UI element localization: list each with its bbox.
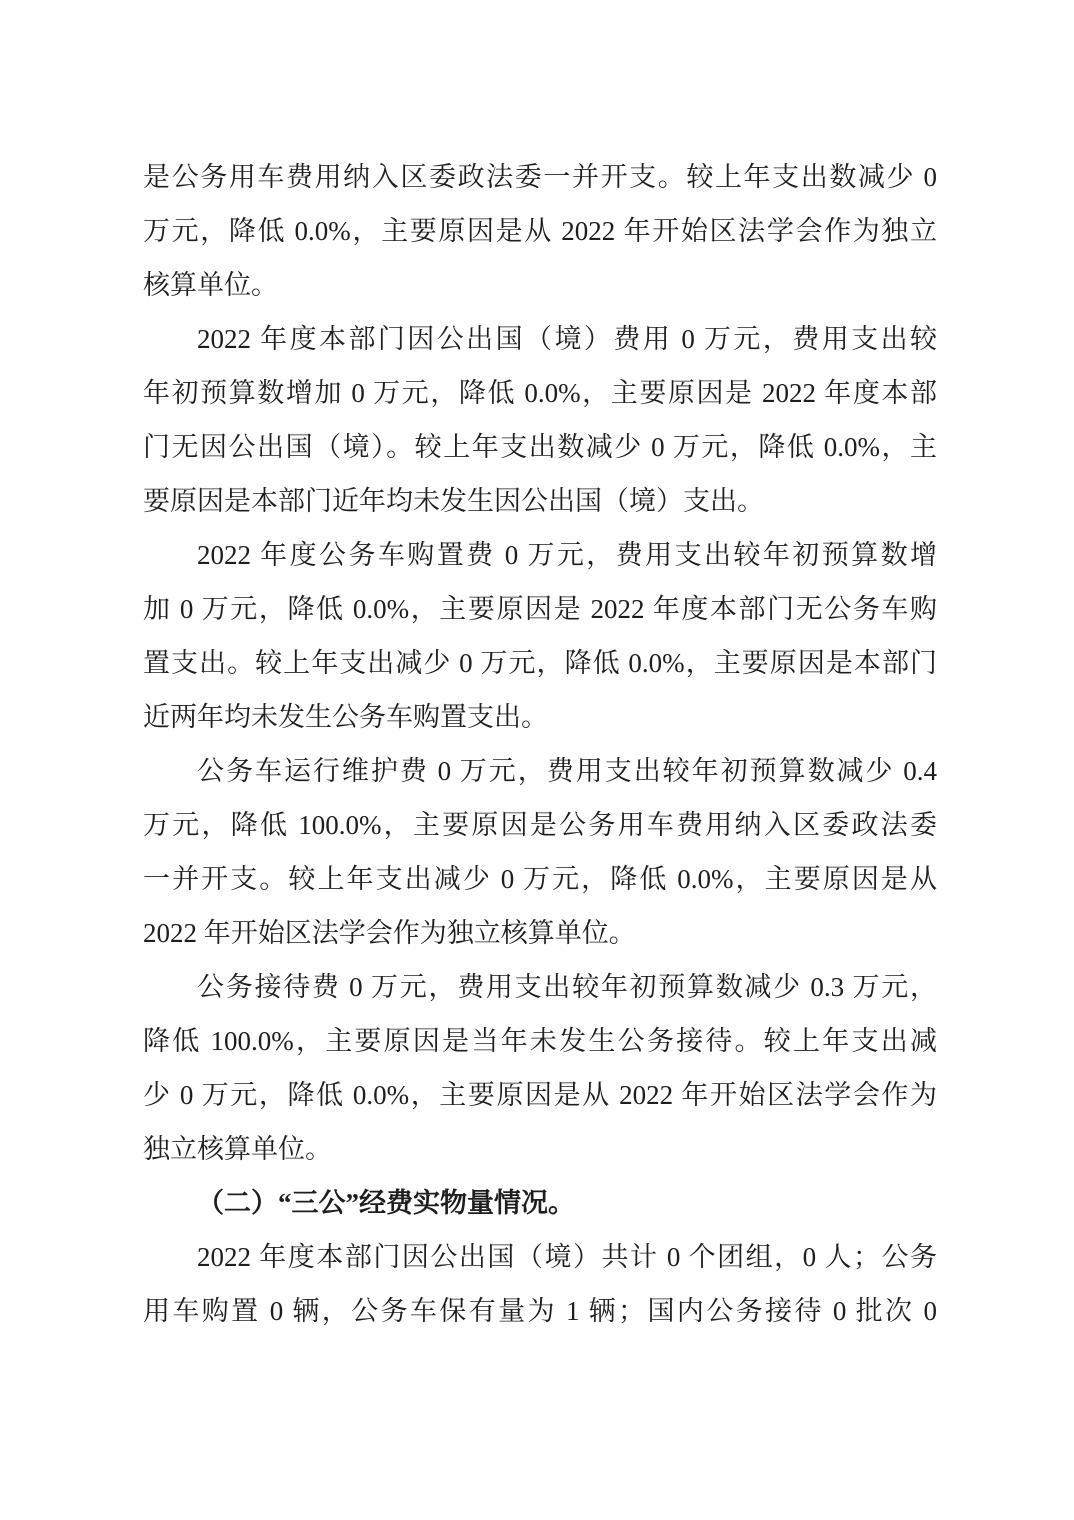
text-line: 要原因是本部门近年均未发生因公出国（境）支出。 (143, 486, 764, 516)
text-line: 少 0 万元，降低 0.0%，主要原因是从 2022 年开始区法学会作为 (143, 1080, 937, 1110)
document-page (143, 150, 937, 1338)
paragraph-vehicle-purchase-expense (143, 528, 937, 744)
text-line: 2022 年度本部门因公出国（境）共计 0 个团组，0 人；公务 (197, 1242, 937, 1272)
text-line: 置支出。较上年支出减少 0 万元，降低 0.0%，主要原因是本部门 (143, 648, 937, 678)
section-heading: （二）“三公”经费实物量情况。 (197, 1188, 575, 1218)
paragraph-physical-quantity-detail (143, 1230, 937, 1338)
text-line: 加 0 万元，降低 0.0%，主要原因是 2022 年度本部门无公务车购 (143, 594, 937, 624)
section-heading-physical-quantity (143, 1176, 937, 1230)
text-line: 是公务用车费用纳入区委政法委一并开支。较上年支出数减少 0 (143, 162, 937, 192)
text-line: 2022 年度本部门因公出国（境）费用 0 万元，费用支出较 (197, 324, 937, 354)
text-line: 核算单位。 (143, 270, 278, 300)
text-line: 万元，降低 0.0%，主要原因是从 2022 年开始区法学会作为独立 (143, 216, 937, 246)
paragraph-official-reception-expense (143, 960, 937, 1176)
paragraph-vehicle-expense-continued (143, 150, 937, 312)
text-line: 公务接待费 0 万元，费用支出较年初预算数减少 0.3 万元， (197, 972, 937, 1002)
text-line: 公务车运行维护费 0 万元，费用支出较年初预算数减少 0.4 (197, 756, 937, 786)
text-line: 一并开支。较上年支出减少 0 万元，降低 0.0%，主要原因是从 (143, 864, 937, 894)
text-line: 近两年均未发生公务车购置支出。 (143, 702, 548, 732)
paragraph-overseas-travel-expense (143, 312, 937, 528)
text-line: 万元，降低 100.0%，主要原因是公务用车费用纳入区委政法委 (143, 810, 937, 840)
text-line: 年初预算数增加 0 万元，降低 0.0%，主要原因是 2022 年度本部 (143, 378, 937, 408)
text-line: 独立核算单位。 (143, 1134, 332, 1164)
paragraph-vehicle-maintenance-expense (143, 744, 937, 960)
text-line: 用车购置 0 辆，公务车保有量为 1 辆；国内公务接待 0 批次 0 (143, 1296, 937, 1326)
text-line: 2022 年开始区法学会作为独立核算单位。 (143, 918, 636, 948)
text-line: 降低 100.0%，主要原因是当年未发生公务接待。较上年支出减 (143, 1026, 937, 1056)
text-line: 门无因公出国（境）。较上年支出数减少 0 万元，降低 0.0%，主 (143, 432, 937, 462)
text-line: 2022 年度公务车购置费 0 万元，费用支出较年初预算数增 (197, 540, 937, 570)
